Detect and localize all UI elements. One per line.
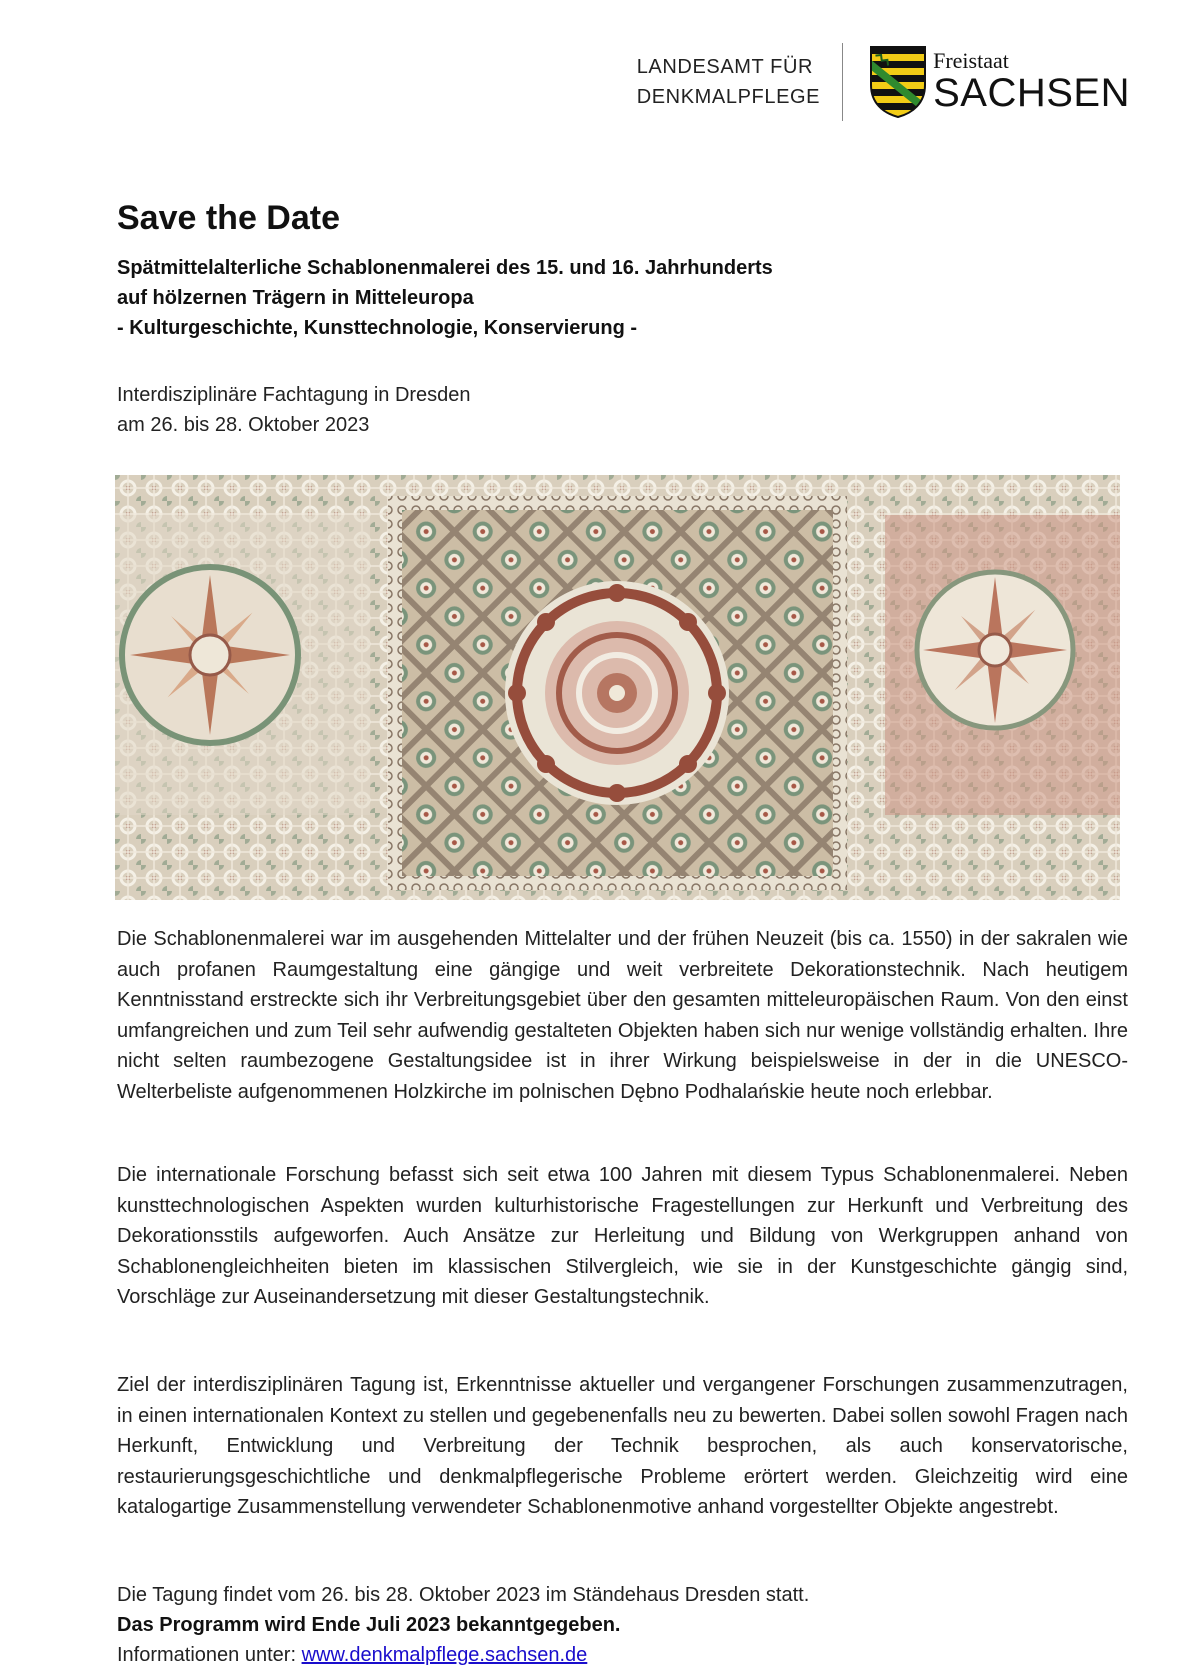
- intro-line-2: am 26. bis 28. Oktober 2023: [117, 414, 370, 436]
- subtitle-line-2: auf hölzernen Trägern in Mitteleuropa: [117, 287, 474, 309]
- intro-line-1: Interdisziplinäre Fachtagung in Dresden: [117, 384, 471, 406]
- closing-info-line: [117, 1640, 809, 1670]
- state-name-small: Freistaat: [933, 48, 1009, 73]
- state-name-large: SACHSEN: [933, 71, 1130, 115]
- agency-line-1: LANDESAMT FÜR: [636, 56, 814, 78]
- closing-program-note: Das Programm wird Ende Juli 2023 bekanntgegeben.: [117, 1614, 621, 1636]
- info-label: Informationen unter:: [117, 1644, 296, 1666]
- page-title: Save the Date: [117, 199, 340, 237]
- website-link[interactable]: www.denkmalpflege.sachsen.de: [301, 1644, 588, 1666]
- subtitle-line-3: - Kulturgeschichte, Kunsttechnologie, Konservierung -: [117, 317, 638, 339]
- header-logos: [637, 42, 1130, 122]
- state-name: [933, 50, 1130, 114]
- subtitle-line-1: Spätmittelalterliche Schablonenmalerei des 15. und 16. Jahrhunderts: [117, 257, 773, 279]
- logo-divider: [842, 43, 843, 121]
- paragraph-1: Die Schablonenmalerei war im ausgehenden Mittelalter und der frühen Neuzeit (bis ca. 1550) in der sakralen wie auch profanen Raumgestaltung eine gängige und weit verbreitete Dekorationstechnik. Nach heutigem Kenntnisstand erstreckte sich ihr Verbreitungsgebiet über den gesamten mitteleuropäischen Raum. Von den einst umfangreichen und zum Teil sehr aufwendig gestalteten Objekten haben sich nur wenige vollständig erhalten. Ihre nicht selten raumbezogene Gestaltungsidee ist in ihrer Wirkung beispielsweise in der in die UNESCO-Welterbeliste aufgenommenen Holzkirche im polnischen Dębno Podhalańskie heute noch erlebbar.: [117, 928, 1128, 1103]
- stencil-painting-photo: [115, 475, 1120, 900]
- paragraph-2: Die internationale Forschung befasst sich seit etwa 100 Jahren mit diesem Typus Schablonenmalerei. Neben kunsttechnologischen Aspekten wurden kulturhistorische Fragestellungen zur Herkunft und Verbreitung des Dekorationsstils aufgeworfen. Auch Ansätze zur Herleitung und Bildung von Werkgruppen anhand von Schablonengleichheiten bieten im klassischen Stilvergleich, wie sie in der Kunstgeschichte gängig sind, Vorschläge zur Auseinandersetzung mit dieser Gestaltungstechnik.: [117, 1164, 1128, 1308]
- agency-line-2: DENKMALPFLEGE: [636, 86, 821, 108]
- closing-block: [117, 1580, 809, 1670]
- stencil-ceiling-image: [115, 475, 1120, 900]
- event-intro: [117, 380, 471, 440]
- event-subtitle: [117, 253, 1117, 343]
- agency-name: [637, 52, 820, 112]
- closing-venue: Die Tagung findet vom 26. bis 28. Oktober 2023 im Ständehaus Dresden statt.: [117, 1584, 810, 1606]
- paragraph-3: Ziel der interdisziplinären Tagung ist, Erkenntnisse aktueller und vergangener Forschungen zusammenzutragen, in einen internationalen Kontext zu stellen und gegebenenfalls neu zu bewerten. Dabei sollen sowohl Fragen nach Herkunft, Entwicklung und Verbreitung der Technik besprochen, als auch konservatorische, restaurierungsgeschichtliche und denkmalpflegerische Probleme erörtert werden. Gleichzeitig wird eine katalogartige Zusammenstellung verwendeter Schablonenmotive anhand vorgestellter Objekte angestrebt.: [117, 1374, 1128, 1518]
- saxony-crest-icon: [869, 45, 927, 119]
